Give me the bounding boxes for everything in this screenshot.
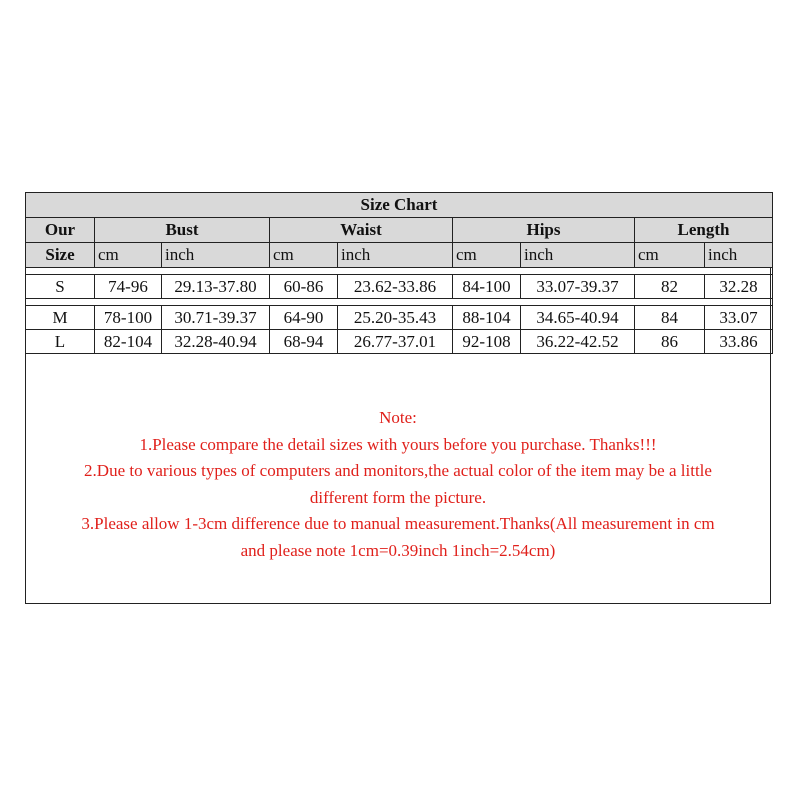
unit-cm: cm [635, 243, 705, 268]
table-cell: 64-90 [270, 306, 338, 330]
table-cell: 84 [635, 306, 705, 330]
note-line: different form the picture. [309, 487, 487, 507]
group-header-waist: Waist [270, 218, 453, 243]
table-cell: 23.62-33.86 [338, 275, 453, 299]
table-cell: 92-108 [453, 330, 521, 354]
table-cell: 84-100 [453, 275, 521, 299]
group-header-hips: Hips [453, 218, 635, 243]
table-cell: 82-104 [95, 330, 162, 354]
size-label: L [26, 330, 95, 354]
unit-inch: inch [162, 243, 270, 268]
table-row [26, 275, 773, 299]
size-chart-panel [25, 192, 771, 604]
unit-inch: inch [521, 243, 635, 268]
table-cell: 32.28 [705, 275, 773, 299]
size-label: S [26, 275, 95, 299]
table-cell: 88-104 [453, 306, 521, 330]
note-line: 3.Please allow 1-3cm difference due to manual measurement.Thanks(All measurement in cm [81, 514, 715, 533]
table-cell: 74-96 [95, 275, 162, 299]
size-label: M [26, 306, 95, 330]
row-divider [26, 268, 773, 275]
unit-cm: cm [270, 243, 338, 268]
table-cell: 34.65-40.94 [521, 306, 635, 330]
row-divider [26, 299, 773, 306]
note-line: 2.Due to various types of computers and monitors,the actual color of the item may be a little [84, 461, 712, 480]
notes-heading: Note: [379, 408, 417, 427]
table-cell: 25.20-35.43 [338, 306, 453, 330]
table-cell: 78-100 [95, 306, 162, 330]
chart-title: Size Chart [26, 193, 773, 218]
size-header-bottom: Size [26, 243, 95, 268]
unit-inch: inch [338, 243, 453, 268]
group-header-bust: Bust [95, 218, 270, 243]
note-line: 1.Please compare the detail sizes with yours before you purchase. Thanks!!! [139, 434, 657, 454]
table-row [26, 306, 773, 330]
unit-inch: inch [705, 243, 773, 268]
table-cell: 30.71-39.37 [162, 306, 270, 330]
group-header-length: Length [635, 218, 773, 243]
table-cell: 33.07 [705, 306, 773, 330]
table-cell: 33.86 [705, 330, 773, 354]
table-cell: 82 [635, 275, 705, 299]
table-cell: 86 [635, 330, 705, 354]
note-line: and please note 1cm=0.39inch 1inch=2.54cm) [240, 540, 556, 560]
table-cell: 32.28-40.94 [162, 330, 270, 354]
table-cell: 26.77-37.01 [338, 330, 453, 354]
table-cell: 29.13-37.80 [162, 275, 270, 299]
table-row [26, 330, 773, 354]
table-cell: 68-94 [270, 330, 338, 354]
notes-block [26, 405, 770, 564]
table-cell: 36.22-42.52 [521, 330, 635, 354]
table-cell: 33.07-39.37 [521, 275, 635, 299]
unit-cm: cm [95, 243, 162, 268]
size-chart-table [25, 192, 773, 354]
table-cell: 60-86 [270, 275, 338, 299]
size-header-top: Our [26, 218, 95, 243]
unit-cm: cm [453, 243, 521, 268]
